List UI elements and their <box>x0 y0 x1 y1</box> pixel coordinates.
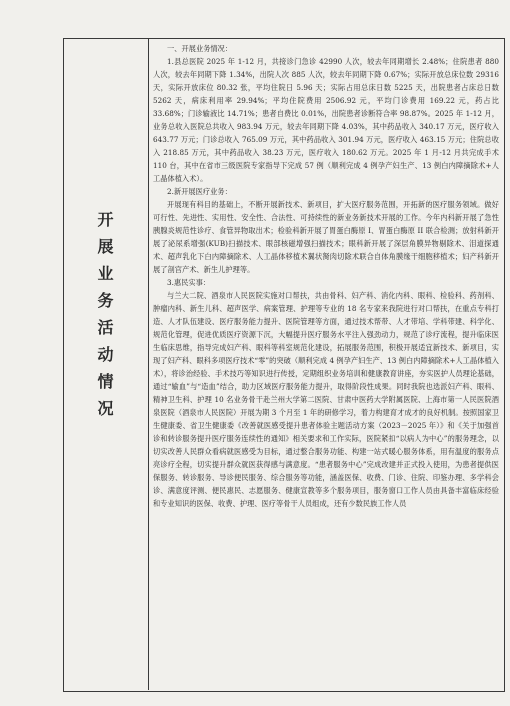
paragraph-hospital-statistics: 1.县总医院 2025 年 1-12 月，共接诊门急诊 42990 人次，较去年同期增长 2.48%；住院患者 880 人次，较去年同期下降 1.34%，出院人次 885 人次，较去年同期下降 0.67%；实际开放总床位数 29316 天，实际开放床位 80.32 张，平均住院日 5.96 天；实际占用总床日数 5225 天，出院患者占床总日数 5262 天，病床利用率 29.94%；平均住院费用 2506.92 元，平均门诊费用 169.22 元，药占比 33.68%；门诊输液比 14.71%；患者自费比 0.01%，出院患者诊断符合率 98.87%。2025 年 1-12 月，业务总收入医院总共收入 983.94 万元，较去年同期下降 4.03%，其中药品收入 340.17 万元，医疗收入 643.77 万元；门诊总收入 765.09 万元，其中药品收入 301.94 万元，医疗收入 463.15 万元；住院总收入 218.85 万元，其中药品收入 38.23 万元，医疗收入 180.62 万元。2025 年 1 月-12 月共完成手术 110 台，其中在省市三级医院专家指导下完成 57 例（顺利完成 4 例孕产妇生产、13 例白内障摘除术+人工晶体植入术）。 <box>153 57 499 183</box>
content-cell <box>153 42 499 688</box>
paragraph-new-services: 开展现有科目的基础上，不断开展新技术、新项目，扩大医疗服务范围，开拓新的医疗服务领域。做好可行性、先进性、实用性、安全性、合法性、可持续性的新业务新技术开展的工作。今年内科新开展了急性胰腺炎规范性诊疗、食管异物取出术；检验科新开展了胃蛋白酶原 I、胃蛋白酶原 II 联合检测；放射科新开展了泌尿系增强(KUB)扫描技术、眼部核磁增强扫描技术；眼科新开展了深层角膜异物剔除术、泪道探通术、超声乳化下白内障摘除术、人工晶体移植术翼状胬肉切除术联合自体角膜缘干细胞移植术；妇产科新开展了剖宫产术、新生儿护理等。 <box>153 200 499 274</box>
row-header-char: 况 <box>97 399 114 418</box>
column-divider <box>148 38 149 690</box>
subheading-new-services: 2.新开展医疗业务： <box>167 187 232 196</box>
paragraph-public-benefit: 与兰大二院、酒泉市人民医院实施对口帮扶，共由骨科、妇产科、消化内科、眼科、检验科、药剂科、肿瘤内科、新生儿科、超声医学、病案管理、护理等专业的 18 名专家来我院进行对口帮扶，在重点专科打造、人才队伍建设、医疗服务能力提升、医院管理等方面，通过技术帮带、人才带培、学科带建、科学化、规范化管理，促进优质医疗资源下沉，大幅提升医疗服务水平注入强劲动力，规范了诊疗流程，提升临床医生临床思维，指导完成妇产科、眼科等科室规范化建设，拓展服务范围，积极开展适宜新技术、新项目，实现了妇产科、眼科多项医疗技术“零”的突破（顺利完成 4 例孕产妇生产、13 例白内障摘除术+人工晶体植入术），将诊治经验、手术技巧等知识进行传授，定期组织业务培训和健康教育讲座，夯实医护人员理论基础，通过“输血”与“造血”结合，助力区域医疗服务能力提升，取得阶段性成果。同时我院也选派妇产科、眼科、精神卫生科、护理 10 名业务骨干赴兰州大学第二医院、甘肃中医药大学附属医院、上海市第一人民医院酒泉医院（酒泉市人民医院）开展为期 3 个月至 1 年的研修学习，着力构建育才成才的良好机制。按照国家卫生健康委、省卫生健康委《改善就医感受提升患者体验主题活动方案（2023－2025 年）》和《关于加强首诊和转诊服务提升医疗服务连续性的通知》相关要求和工作实际，医院紧扣“以病人为中心”的服务理念，以切实改善人民群众看病就医感受为目标，通过整合服务功能、构建一站式暖心服务体系，用有温度的服务点亮诊疗全程，切实提升群众就医获得感与满意度。“患者服务中心”完成改建并正式投入使用，为患者提供医保服务、转诊服务、导诊便民服务、综合服务等功能，涵盖医保、收费、门诊、住院、印鉴办理、多学科会诊、满意度评测、便民惠民、志愿服务、健康宣教等多个服务项目，服务窗口工作人员由具备丰富临床经验和专业知识的医保、收费、护理、医疗等骨干人员组成，还有少数民族工作人员 <box>153 291 499 508</box>
row-header-char: 情 <box>97 372 114 391</box>
row-header-char: 展 <box>97 237 114 256</box>
row-header-char: 务 <box>97 291 114 310</box>
row-header-char: 开 <box>97 210 114 229</box>
row-header-char: 业 <box>97 264 114 283</box>
row-header-char: 活 <box>97 318 114 337</box>
section-heading: 一、开展业务情况： <box>167 44 233 53</box>
row-header-char: 动 <box>97 345 114 364</box>
subheading-public-benefit: 3.惠民实事： <box>167 278 211 287</box>
row-header-business-activities <box>63 210 148 510</box>
